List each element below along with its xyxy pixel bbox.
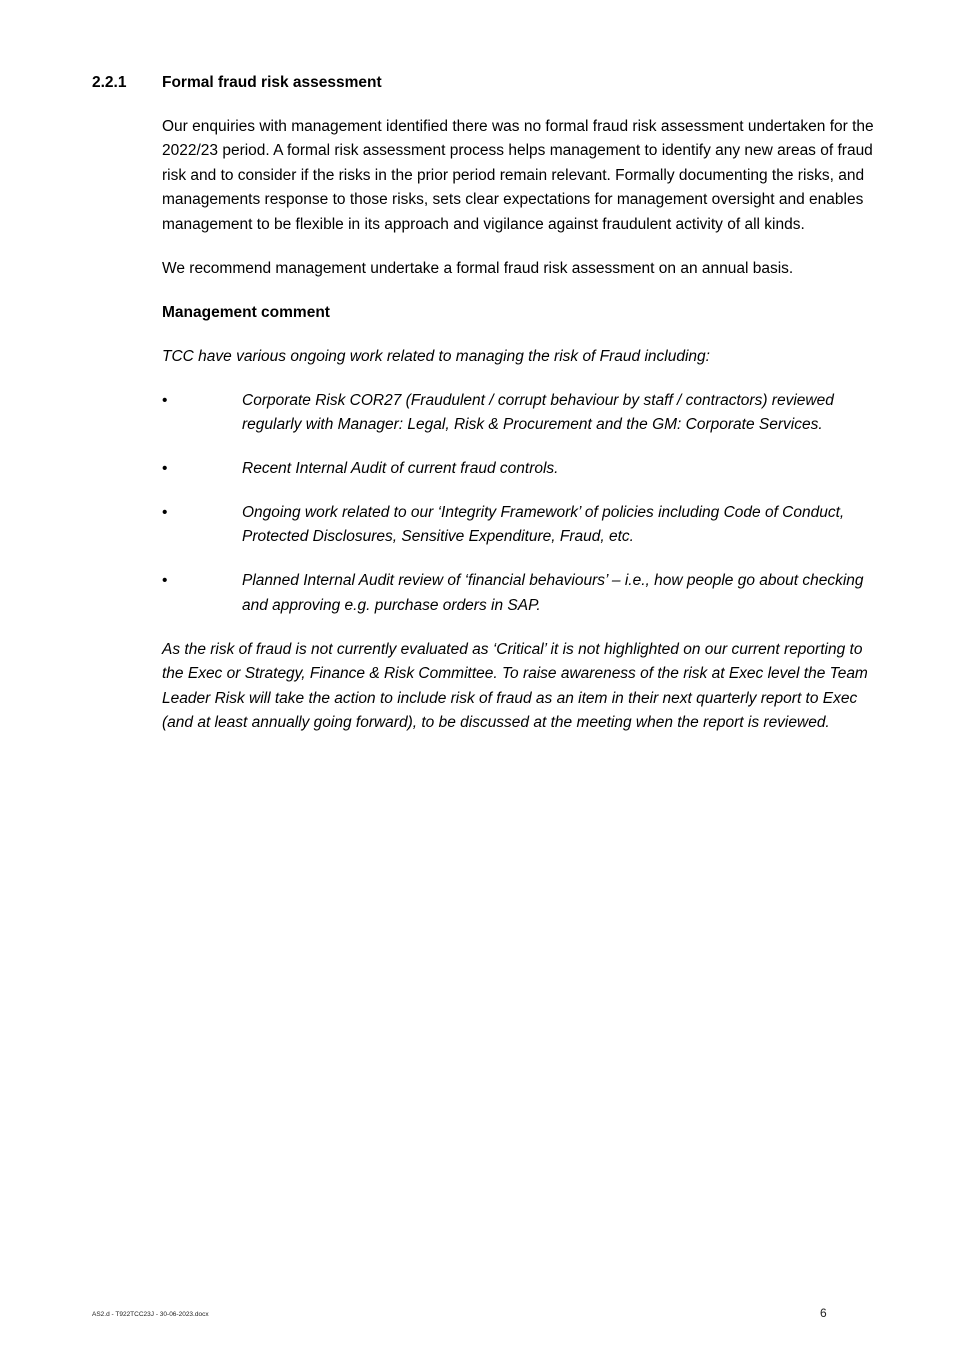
section-title: Formal fraud risk assessment: [162, 74, 382, 91]
recommendation-paragraph: We recommend management undertake a formal fraud risk assessment on an annual basis.: [162, 259, 794, 277]
management-comment-intro: TCC have various ongoing work related to managing the risk of Fraud including:: [162, 347, 710, 365]
list-item-text: Recent Internal Audit of current fraud controls.: [242, 460, 559, 478]
list-item: [162, 457, 878, 481]
bullet-icon: •: [162, 460, 168, 478]
footer-document-reference: AS2.d - T922TCC23J - 30-06-2023.docx: [92, 1311, 209, 1318]
bullet-icon: •: [162, 391, 168, 409]
list-item: [162, 389, 878, 438]
section-content: [162, 115, 878, 755]
list-item-text: Ongoing work related to our ‘Integrity Framework’ of policies including Code of Conduct, Protected Disclosures, Sensitive Expenditure, Fraud, etc.: [242, 504, 845, 546]
management-comment-closing: As the risk of fraud is not currently evaluated as ‘Critical’ it is not highlighted on our current reporting to the Exec or Strategy, Finance & Risk Committee. To raise awareness of the risk at Exec level the Team Leader Risk will take the action to include risk of fraud as an item in their next quarterly report to Exec (and at least annually going forward), to be discussed at the meeting when the report is reviewed.: [162, 640, 868, 732]
page-number: 6: [820, 1306, 827, 1320]
list-item-text: Corporate Risk COR27 (Fraudulent / corrupt behaviour by staff / contractors) reviewed regularly with Manager: Legal, Risk & Procurement and the GM: Corporate Services.: [242, 391, 834, 434]
section-number: 2.2.1: [92, 74, 127, 91]
management-comment-heading: Management comment: [162, 303, 330, 321]
bullet-icon: •: [162, 572, 168, 590]
management-comment-list: [162, 389, 878, 619]
bullet-icon: •: [162, 504, 168, 522]
list-item: [162, 569, 878, 618]
list-item-text: Planned Internal Audit review of ‘financial behaviours’ – i.e., how people go about checking and approving e.g. purchase orders in SAP.: [242, 572, 864, 614]
list-item: [162, 501, 878, 550]
finding-paragraph: Our enquiries with management identified there was no formal fraud risk assessment undertaken for the 2022/23 period. A formal risk assessment process helps management to identify any new areas of fraud risk and to consider if the risks in the prior period remain relevant. Formally documenting the risks, and managements response to those risks, sets clear expectations for management oversight and enables management to be flexible in its approach and vigilance against fraudulent activity of all kinds.: [162, 118, 874, 233]
